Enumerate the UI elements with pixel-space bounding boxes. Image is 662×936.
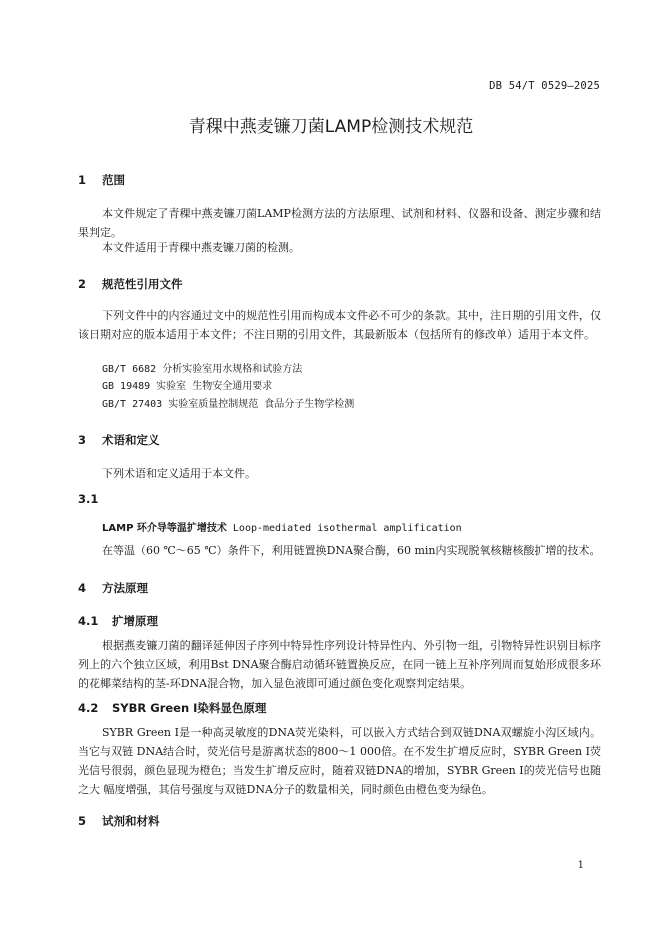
section-4-2-paragraph: SYBR Green Ⅰ是一种高灵敏度的DNA荧光染料，可以嵌入方式结合到双链DNA双螺旋小沟区域内。当它与双链 DNA结合时，荧光信号是游离状态的800～1 000倍。在不发生扩增反应时，SYBR Green Ⅰ荧光信号很弱，颜色显现为橙色；当发生扩增反应时，随着双链DNA的增加，SYBR Green Ⅰ的荧光信号也随之大 幅度增强，其信号强度与双链DNA分子的数量相关，同时颜色由橙色变为绿色。: [78, 726, 601, 796]
subsection-number: 4.2: [78, 701, 99, 715]
section-title: 方法原理: [102, 581, 149, 595]
section-1-paragraph-1: 本文件规定了青稞中燕麦镰刀菌LAMP检测方法的方法原理、试剂和材料、仪器和设备、测定步骤和结果判定。: [78, 207, 601, 239]
section-1-heading: [78, 172, 125, 188]
term-entry: [102, 519, 462, 534]
subsection-4-1-heading: [78, 613, 158, 629]
section-2-heading: [78, 276, 183, 292]
section-number: 3: [78, 433, 87, 447]
subsection-title: 扩增原理: [112, 614, 159, 628]
document-title: 青稞中燕麦镰刀菌LAMP检测技术规范: [188, 117, 474, 137]
section-5-heading: [78, 813, 160, 829]
section-1-paragraph-2: 本文件适用于青稞中燕麦镰刀菌的检测。: [102, 241, 300, 254]
section-title: 规范性引用文件: [102, 277, 183, 291]
subsection-3-1-number: 3.1: [78, 492, 99, 506]
subsection-4-2-heading: [78, 700, 266, 716]
document-code: DB 54/T 0529—2025: [489, 80, 600, 92]
section-title: 术语和定义: [102, 433, 160, 447]
section-number: 1: [78, 173, 87, 187]
normative-reference: GB/T 6682 分析实验室用水规格和试验方法: [102, 364, 303, 375]
term-chinese: LAMP 环介导等温扩增技术: [102, 523, 227, 534]
normative-reference: GB 19489 实验室 生物安全通用要求: [102, 381, 273, 392]
section-title: 试剂和材料: [102, 814, 160, 828]
section-3-heading: [78, 432, 160, 448]
term-definition: 在等温（60 ℃～65 ℃）条件下，利用链置换DNA聚合酶，60 min内实现脱氧核糖核酸扩增的技术。: [102, 544, 601, 557]
section-4-heading: [78, 580, 148, 596]
section-2-paragraph-1: 下列文件中的内容通过文中的规范性引用而构成本文件必不可少的条款。其中，注日期的引用文件，仅该日期对应的版本适用于本文件；不注日期的引用文件，其最新版本（包括所有的修改单）适用于本文件。: [78, 309, 601, 341]
section-number: 2: [78, 277, 87, 291]
subsection-number: 4.1: [78, 614, 99, 628]
subsection-title: SYBR Green Ⅰ染料显色原理: [112, 701, 267, 715]
normative-reference: GB/T 27403 实验室质量控制规范 食品分子生物学检测: [102, 399, 355, 410]
section-number: 5: [78, 814, 87, 828]
term-english: Loop-mediated isothermal amplification: [232, 523, 462, 534]
page-number: 1: [577, 860, 584, 871]
section-4-1-paragraph: 根据燕麦镰刀菌的翻译延伸因子序列中特异性序列设计特异性内、外引物一组，引物特异性识别目标序列上的六个独立区域，利用Bst DNA聚合酶启动循环链置换反应，在同一链上互补序列周而复始形成很多环的花椰菜结构的茎-环DNA混合物，加入显色液即可通过颜色变化观察判定结果。: [78, 639, 601, 690]
section-title: 范围: [102, 173, 126, 187]
section-3-paragraph-1: 下列术语和定义适用于本文件。: [102, 467, 256, 480]
section-number: 4: [78, 581, 87, 595]
